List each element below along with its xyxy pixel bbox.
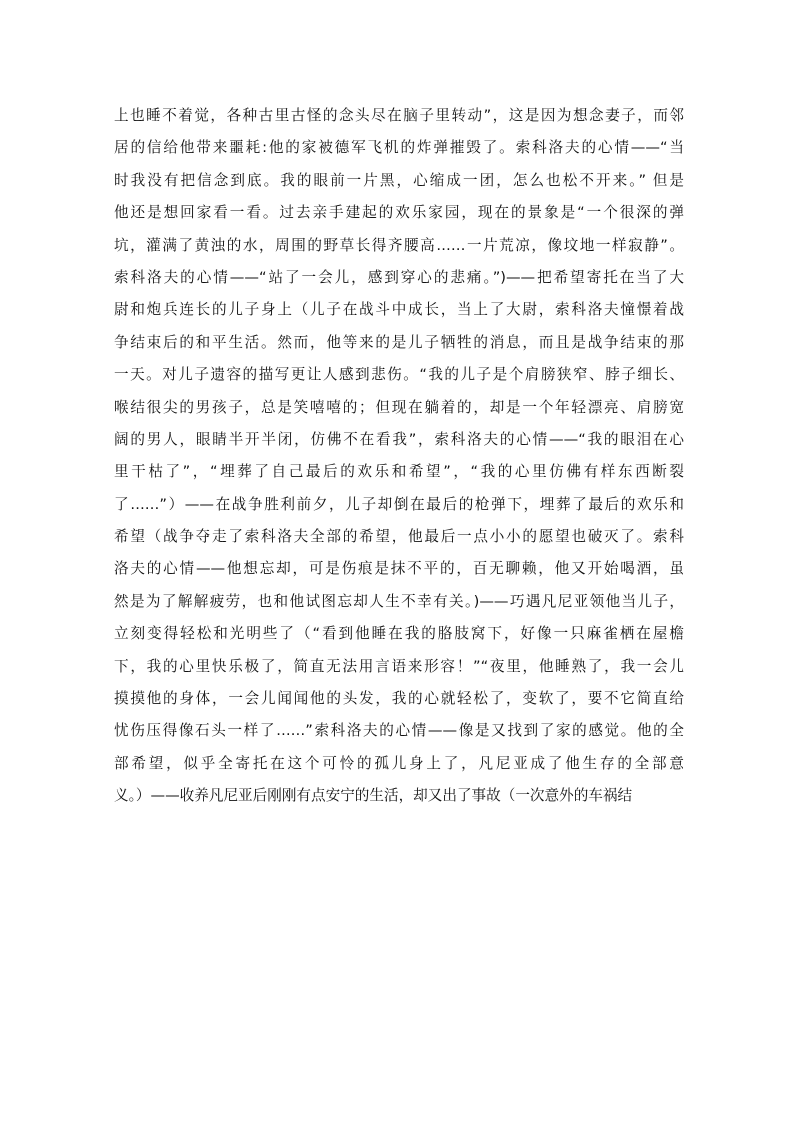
text-line: 尉和炮兵连长的儿子身上（儿子在战斗中成长，当上了大尉，索科洛夫憧憬着战 <box>114 301 684 319</box>
text-line: 居的信给他带来噩耗:他的家被德军飞机的炸弹摧毁了。索科洛夫的心情——“当 <box>114 139 684 157</box>
body-text <box>114 100 684 813</box>
text-line: 立刻变得轻松和光明些了（“看到他睡在我的胳肢窝下，好像一只麻雀栖在屋檐 <box>114 625 684 643</box>
text-line: 喉结很尖的男孩子，总是笑嘻嘻的；但现在躺着的，却是一个年轻漂亮、肩膀宽 <box>114 398 684 416</box>
text-line: 了……”）——在战争胜利前夕，儿子却倒在最后的枪弹下，埋葬了最后的欢乐和 <box>114 495 684 513</box>
text-line: 摸摸他的身体，一会儿闻闻他的头发，我的心就轻松了，变软了，要不它简直给 <box>114 690 684 708</box>
text-line: 争结束后的和平生活。然而，他等来的是儿子牺牲的消息，而且是战争结束的那 <box>114 333 684 351</box>
text-line: 里干枯了”，“埋葬了自己最后的欢乐和希望”，“我的心里仿佛有样东西断裂 <box>114 463 684 481</box>
text-line: 然是为了解解疲劳，也和他试图忘却人生不幸有关。)——巧遇凡尼亚领他当儿子， <box>114 592 684 610</box>
text-line: 下，我的心里快乐极了，简直无法用言语来形容！”“夜里，他睡熟了，我一会儿 <box>114 657 684 675</box>
text-line: 部希望，似乎全寄托在这个可怜的孤儿身上了，凡尼亚成了他生存的全部意 <box>114 754 684 772</box>
text-line: 坑，灌满了黄浊的水，周围的野草长得齐腰高……一片荒凉，像坟地一样寂静”。 <box>114 236 684 254</box>
text-line: 忧伤压得像石头一样了……”索科洛夫的心情——像是又找到了家的感觉。他的全 <box>114 722 684 740</box>
text-line: 阔的男人，眼睛半开半闭，仿佛不在看我”，索科洛夫的心情——“我的眼泪在心 <box>114 430 684 448</box>
text-line: 上也睡不着觉，各种古里古怪的念头尽在脑子里转动”，这是因为想念妻子，而邻 <box>114 107 684 124</box>
text-line: 义。）——收养凡尼亚后刚刚有点安宁的生活，却又出了事故（一次意外的车祸结 <box>114 787 633 805</box>
text-line: 希望（战争夺走了索科洛夫全部的希望，他最后一点小小的愿望也破灭了。索科 <box>114 528 684 546</box>
text-line: 时我没有把信念到底。我的眼前一片黑，心缩成一团，怎么也松不开来。” 但是 <box>114 171 684 189</box>
text-line: 洛夫的心情——他想忘却，可是伤痕是抹不平的，百无聊赖，他又开始喝酒，虽 <box>114 560 684 578</box>
text-line: 索科洛夫的心情——“站了一会儿，感到穿心的悲痛。”)——把希望寄托在当了大 <box>114 268 684 286</box>
text-line: 他还是想回家看一看。过去亲手建起的欢乐家园，现在的景象是“一个很深的弹 <box>114 204 684 222</box>
text-line: 一天。对儿子遗容的描写更让人感到悲伤。“我的儿子是个肩膀狭窄、脖子细长、 <box>114 366 684 384</box>
